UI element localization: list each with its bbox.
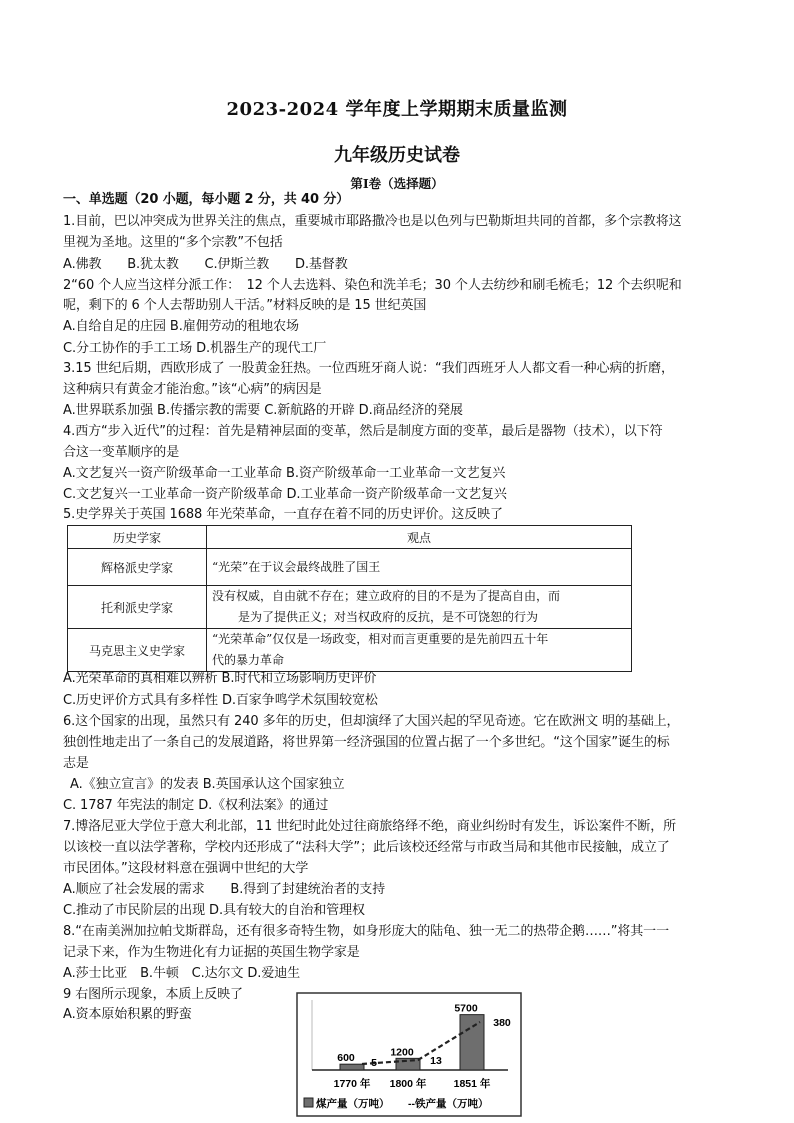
view-line: 没有权威，自由就不存在；建立政府的目的不是为了提高自由，而 <box>212 589 561 603</box>
q5-options-ab: A.光荣革命的真相难以辨析 B.时代和立场影响历史评价 <box>63 671 377 686</box>
q8-line2: 记录下来，作为生物进化有力证据的英国生物学家是 <box>63 945 360 960</box>
q8-line1: 8.“在南美洲加拉帕戈斯群岛，还有很多奇特生物，如身形庞大的陆龟、独一无二的热带企鹅……”将其一一 <box>63 924 669 939</box>
q1-options: A.佛教 B.犹太教 C.伊斯兰教 D.基督教 <box>63 257 348 272</box>
coal-value-label: 600 <box>337 1052 355 1065</box>
view-line: “光荣革命”仅仅是一场政变，相对而言更重要的是先前四五十年 <box>212 632 549 646</box>
q6-options-ab: A.《独立宣言》的发表 B.英国承认这个国家独立 <box>70 777 345 792</box>
q3-line1: 3.15 世纪后期，西欧形成了 一股黄金狂热。一位西班牙商人说：“我们西班牙人人都文看一种心病的折磨， <box>63 361 674 376</box>
section-title: 一、单选题（20 小题，每小题 2 分，共 40 分） <box>63 192 350 207</box>
table-cell-school: 托利派史学家 <box>68 586 207 629</box>
table-row <box>68 586 632 629</box>
table-cell-school: 辉格派史学家 <box>68 549 207 586</box>
table-cell-view <box>207 629 632 672</box>
q3-options: A.世界联系加强 B.传播宗教的需要 C.新航路的开辟 D.商品经济的発展 <box>63 403 463 418</box>
q9-line1: 9 右图所示现象，本质上反映了 <box>63 987 243 1002</box>
table-cell-view <box>207 549 632 586</box>
iron-value-label: 380 <box>493 1017 511 1029</box>
part-title: 第Ⅰ卷（选择题） <box>350 176 444 191</box>
q1-line1: 1.目前，巴以冲突成为世界关注的焦点，重要城市耶路撒冷也是以色列与巴勒斯坦共同的首都，多个宗教将这 <box>63 214 682 229</box>
x-tick-label: 1770 年 <box>333 1078 371 1090</box>
q7-options-ab: A.顺应了社会发展的需求 B.得到了封建统治者的支持 <box>63 882 386 897</box>
coal-iron-chart <box>296 992 522 1117</box>
exam-title: 2023-2024 学年度上学期期末质量监测 <box>226 99 568 120</box>
coal-value-label: 5700 <box>454 1002 478 1015</box>
coal-bar <box>340 1064 364 1070</box>
q2-line2: 呢，剩下的 6 个人去帮助别人干活。”材料反映的是 15 世纪英国 <box>63 298 427 313</box>
q4-line1: 4.西方“步入近代”的过程：首先是精神层面的变革，然后是制度方面的变革，最后是器物（技术），以下符 <box>63 424 663 439</box>
table-cell-school: 马克思主义史学家 <box>68 629 207 672</box>
q4-options-cd: C.文艺复兴一工业革命一资产阶级革命 D.工业革命一资产阶级革命一文艺复兴 <box>63 487 507 502</box>
x-tick-label: 1851 年 <box>453 1078 491 1090</box>
legend-coal-label: 煤产量（万吨） <box>316 1098 390 1110</box>
q6-options-cd: C. 1787 年宪法的制定 D.《权利法案》的通过 <box>63 798 329 813</box>
q4-line2: 合这一变革顺序的是 <box>63 445 180 460</box>
view-line: 是为了提供正义；对当权政府的反抗，是不可饶恕的行为 <box>238 610 539 624</box>
table-row <box>68 549 632 586</box>
table-header-view: 观点 <box>207 526 632 549</box>
view-line: “光荣”在于议会最终战胜了国王 <box>212 559 381 574</box>
view-line: 代的暴力革命 <box>212 653 285 667</box>
x-tick-label: 1800 年 <box>389 1078 427 1090</box>
q7-line2: 以该校一直以法学著称，学校内还形成了“法科大学”；此后该校还经常与市政当局和其他市民接触，成立了 <box>63 840 670 855</box>
iron-value-label: 5 <box>371 1057 377 1069</box>
q7-line3: 市民团体。”这段材料意在强调中世纪的大学 <box>63 861 309 876</box>
q7-options-cd: C.推动了市民阶层的出现 D.具有较大的自治和管理权 <box>63 903 365 918</box>
table-row <box>68 629 632 672</box>
q9-option-a: A.资本原始积累的野蛮 <box>63 1007 192 1022</box>
q2-line1: 2“60 个人应当这样分派工作： 12 个人去选料、染色和洗羊毛；30 个人去纺纱和刷毛梳毛；12 个去织呢和 <box>63 278 682 293</box>
q2-options-ab: A.自给自足的庄园 B.雇佣劳动的租地农场 <box>63 319 299 334</box>
q6-line1: 6.这个国家的出现，虽然只有 240 多年的历史，但却演绎了大国兴起的罕见奇迹。它在欧洲文 明的基础上， <box>63 714 680 729</box>
table-cell-view <box>207 586 632 629</box>
table-header-row <box>68 526 632 549</box>
exam-subtitle: 九年级历史试卷 <box>334 145 460 166</box>
q6-line2: 独创性地走出了一条自己的发展道路，将世界第一经济强国的位置占据了一个多世纪。“这个国家”诞生的标 <box>63 735 670 750</box>
q6-line3: 志是 <box>63 756 89 771</box>
iron-value-label: 13 <box>430 1055 442 1067</box>
q4-options-ab: A.文艺复兴一资产阶级革命一工业革命 B.资产阶级革命一工业革命一文艺复兴 <box>63 466 506 481</box>
coal-value-label: 1200 <box>390 1046 414 1059</box>
q1-line2: 里视为圣地。这里的“多个宗教”不包括 <box>63 235 283 250</box>
q3-line2: 这种病只有黄金才能治愈。”该“心病”的病因是 <box>63 382 322 397</box>
coal-bar <box>396 1058 420 1070</box>
q8-options: A.莎士比亚 B.牛顿 C.达尔文 D.爱迪生 <box>63 966 301 981</box>
table-header-historian: 历史学家 <box>68 526 207 549</box>
historian-views-table <box>67 525 632 672</box>
q7-line1: 7.博洛尼亚大学位于意大利北部，11 世纪时此处过往商旅络绎不绝，商业纠纷时有发生，诉讼案件不断，所 <box>63 819 677 834</box>
legend-iron-label: --铁产量（万吨） <box>408 1098 489 1110</box>
q2-options-cd: C.分工协作的手工工场 D.机器生产的现代工厂 <box>63 341 327 356</box>
legend-coal-swatch <box>304 1098 313 1107</box>
q5-options-cd: C.历史评价方式具有多样性 D.百家争鸣学术氛围较宽松 <box>63 693 378 708</box>
q5-line1: 5.史学界关于英国 1688 年光荣革命，一直存在着不同的历史评价。这反映了 <box>63 507 503 522</box>
